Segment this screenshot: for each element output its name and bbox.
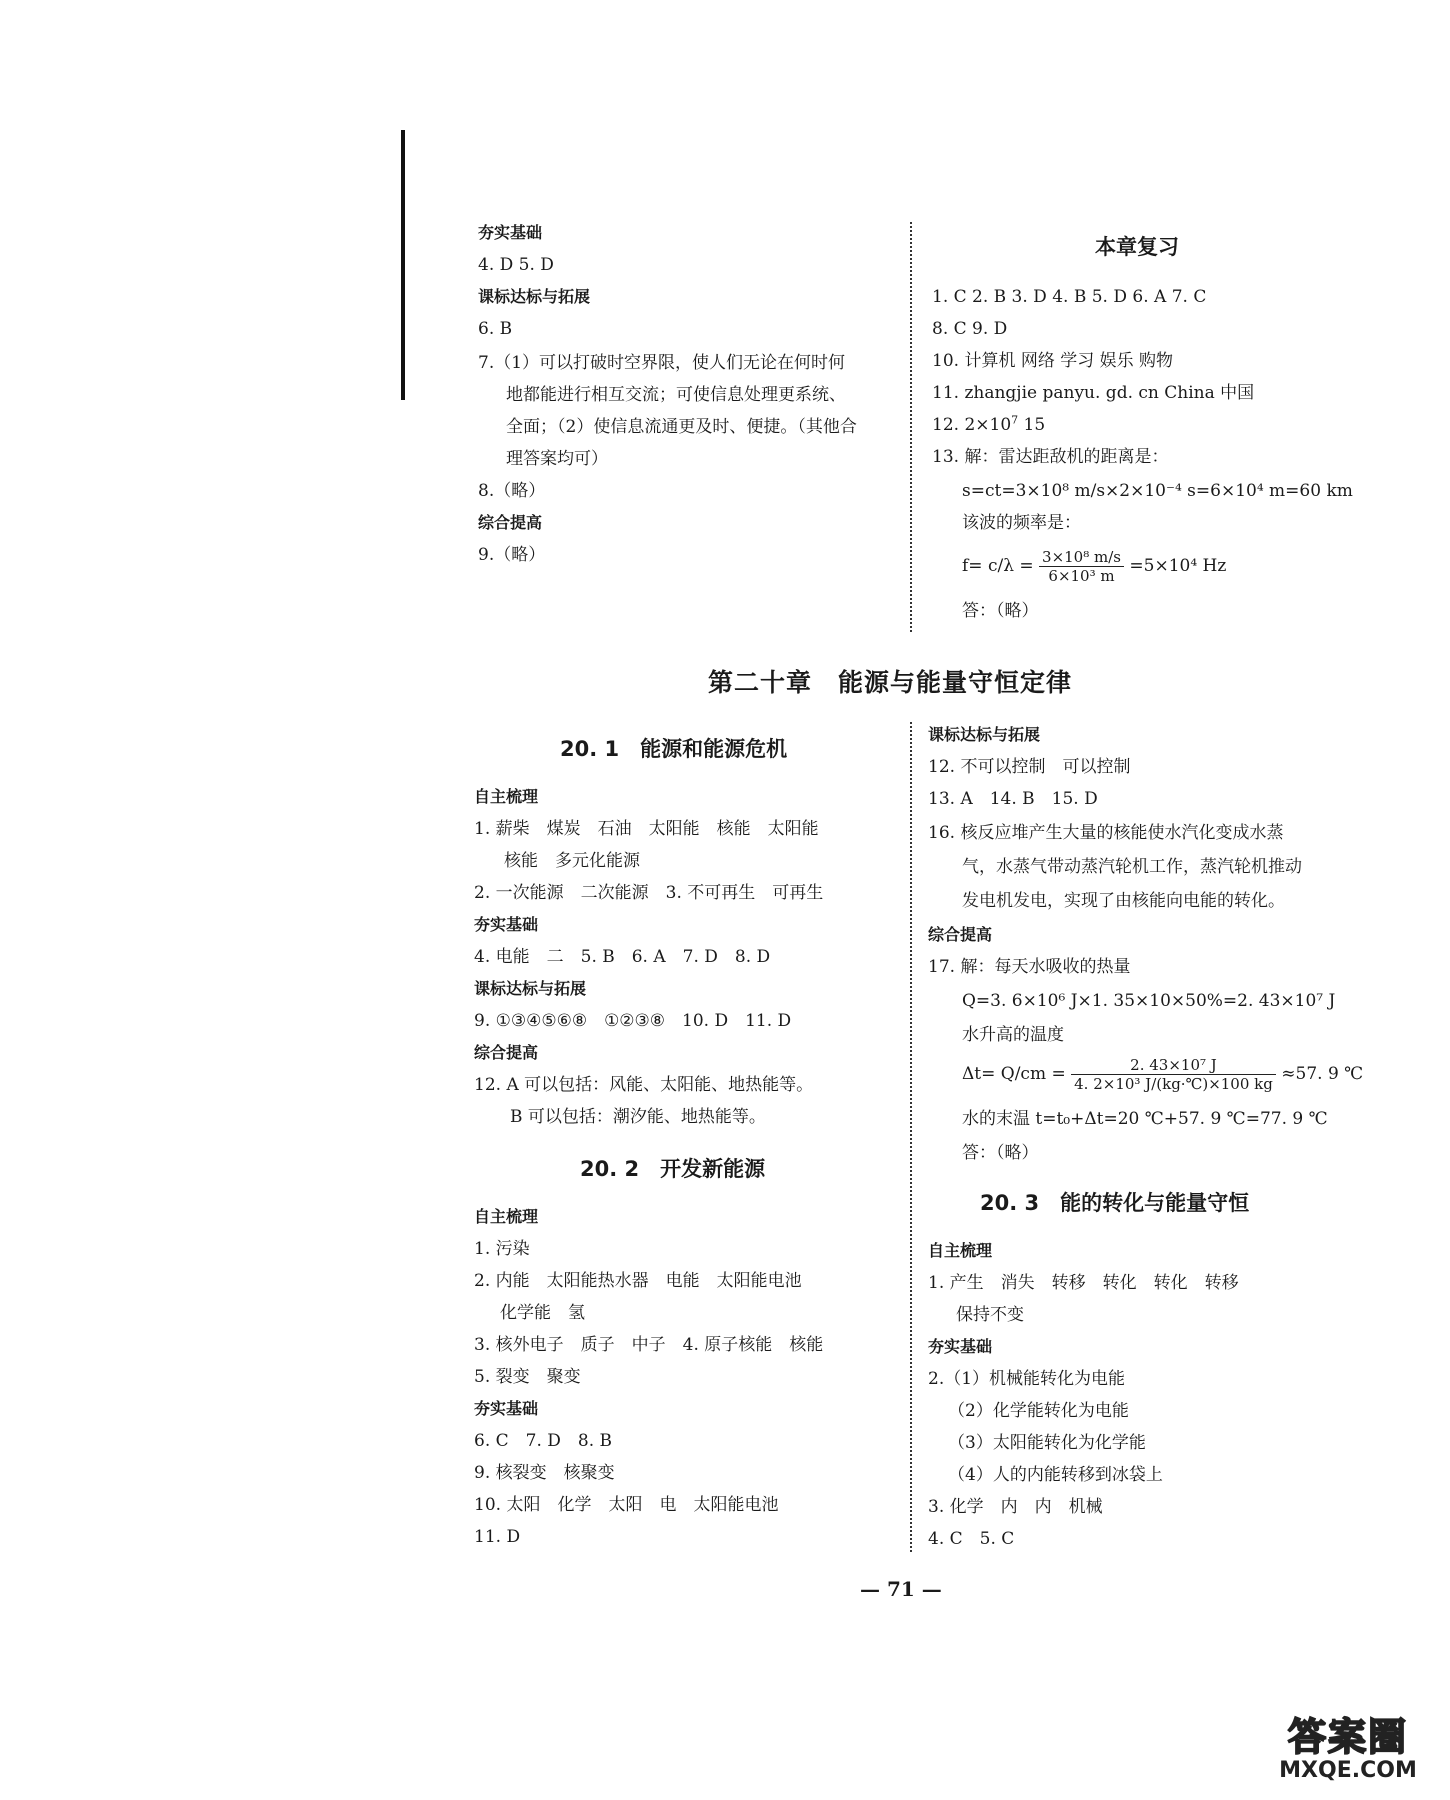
answer-line: 2. 内能 太阳能热水器 电能 太阳能电池 [474, 1271, 802, 1291]
heading-zonghe: 综合提高 [478, 513, 543, 532]
answer-line: 12. A 可以包括：风能、太阳能、地热能等。 [474, 1075, 814, 1095]
answer-line: 1. 污染 [474, 1239, 530, 1259]
answer-line: 13. 解：雷达距敌机的距离是： [932, 447, 1169, 467]
heading-zizhu: 自主梳理 [928, 1241, 993, 1260]
denominator: 6×10³ m [1048, 567, 1115, 585]
answer-line: 11. D [474, 1527, 521, 1547]
fraction [1039, 548, 1124, 585]
answer-line: 地都能进行相互交流；可使信息处理更系统、 [506, 385, 846, 405]
answer-line: 3. 核外电子 质子 中子 4. 原子核能 核能 [474, 1335, 824, 1355]
section-title-20-1: 20. 1 能源和能源危机 [560, 737, 788, 761]
page-number: — 71 — [860, 1577, 942, 1601]
answer-line: 8.（略） [478, 481, 546, 501]
answer-line: 5. 裂变 聚变 [474, 1367, 581, 1387]
exponent: 7 [1011, 413, 1019, 427]
answer-line: 6. C 7. D 8. B [474, 1431, 613, 1451]
answer-line: 6. B [478, 319, 513, 339]
formula-text: ≈57. 9 ℃ [1281, 1064, 1364, 1084]
heading-zizhu: 自主梳理 [474, 1207, 539, 1226]
answer-line: 9.（略） [478, 545, 546, 565]
column-divider-top [910, 222, 912, 632]
heading-hangshi: 夯实基础 [928, 1337, 993, 1356]
section-title-20-2: 20. 2 开发新能源 [580, 1157, 766, 1181]
formula-fraction-line [962, 546, 1226, 586]
heading-zizhu: 自主梳理 [474, 787, 539, 806]
section-title-20-3: 20. 3 能的转化与能量守恒 [980, 1191, 1250, 1215]
heading-hangshi: 夯实基础 [474, 915, 539, 934]
answer-line: 保持不变 [956, 1305, 1024, 1325]
numerator: 2. 43×10⁷ J [1071, 1056, 1276, 1075]
heading-kebiao: 课标达标与拓展 [474, 979, 587, 998]
answer-line: 气，水蒸气带动蒸汽轮机工作，蒸汽轮机推动 [962, 857, 1302, 877]
answer-line: 7.（1）可以打破时空界限，使人们无论在何时何 [478, 353, 846, 373]
answer-line: 1. C 2. B 3. D 4. B 5. D 6. A 7. C [932, 287, 1207, 307]
answer-line: 10. 计算机 网络 学习 娱乐 购物 [932, 351, 1174, 371]
answer-line: 1. 产生 消失 转移 转化 转化 转移 [928, 1273, 1239, 1293]
answer-line: 发电机发电，实现了由核能向电能的转化。 [962, 891, 1285, 911]
answer-line [932, 414, 1045, 436]
answer-line: 1. 薪柴 煤炭 石油 太阳能 核能 太阳能 [474, 819, 819, 839]
answer-line: 答：（略） [962, 1143, 1039, 1163]
answer-line: 理答案均可） [506, 449, 608, 469]
answer-line: 全面；（2）使信息流通更及时、便捷。（其他合 [506, 417, 857, 437]
column-divider-bottom [910, 722, 912, 1552]
heading-kebiao: 课标达标与拓展 [928, 725, 1041, 744]
heading-zonghe: 综合提高 [474, 1043, 539, 1062]
margin-bar [401, 130, 405, 400]
denominator: 4. 2×10³ J/(kg·℃)×100 kg [1074, 1075, 1273, 1093]
watermark-bottom-text: MXQE.COM [1279, 1758, 1417, 1783]
answer-line: 9. 核裂变 核聚变 [474, 1463, 615, 1483]
answer-line: 13. A 14. B 15. D [928, 789, 1098, 809]
answer-line: 8. C 9. D [932, 319, 1008, 339]
watermark-top-text: 答案圈 [1287, 1715, 1408, 1759]
section-title-review: 本章复习 [1095, 235, 1179, 259]
formula-line: s=ct=3×10⁸ m/s×2×10⁻⁴ s=6×10⁴ m=60 km [962, 481, 1353, 501]
answer-line: 答：（略） [962, 601, 1039, 621]
answer-line: 水升高的温度 [962, 1025, 1064, 1045]
answer-line: 核能 多元化能源 [504, 851, 640, 871]
answer-text: 15 [1018, 415, 1046, 435]
answer-line: 化学能 氢 [500, 1303, 585, 1323]
answer-line: 12. 不可以控制 可以控制 [928, 757, 1131, 777]
answer-line: 16. 核反应堆产生大量的核能使水汽化变成水蒸 [928, 823, 1284, 843]
numerator: 3×10⁸ m/s [1039, 548, 1124, 567]
answer-line: 4. 电能 二 5. B 6. A 7. D 8. D [474, 947, 771, 967]
heading-zonghe: 综合提高 [928, 925, 993, 944]
answer-line: 该波的频率是： [962, 513, 1081, 533]
answer-line: B 可以包括：潮汐能、地热能等。 [510, 1107, 766, 1127]
heading-kebiao: 课标达标与拓展 [478, 287, 591, 306]
answer-line: 2.（1）机械能转化为电能 [928, 1369, 1126, 1389]
answer-line: 3. 化学 内 内 机械 [928, 1497, 1103, 1517]
answer-text: 12. 2×10 [932, 415, 1012, 435]
answer-line: （4）人的内能转移到冰袋上 [948, 1465, 1163, 1485]
answer-line: 9. ①③④⑤⑥⑧ ①②③⑧ 10. D 11. D [474, 1011, 792, 1031]
answer-line: 4. C 5. C [928, 1529, 1015, 1549]
answer-line: （3）太阳能转化为化学能 [948, 1433, 1146, 1453]
answer-line: 4. D 5. D [478, 255, 554, 275]
heading-hangshi: 夯实基础 [474, 1399, 539, 1418]
formula-line: Q=3. 6×10⁶ J×1. 35×10×50%=2. 43×10⁷ J [962, 991, 1336, 1011]
formula-text: Δt= Q/cm = [962, 1064, 1066, 1084]
formula-fraction-line [962, 1054, 1363, 1094]
formula-line: 水的末温 t=t₀+Δt=20 ℃+57. 9 ℃=77. 9 ℃ [962, 1109, 1328, 1129]
heading-hangshi: 夯实基础 [478, 223, 543, 242]
answer-line: 10. 太阳 化学 太阳 电 太阳能电池 [474, 1495, 779, 1515]
answer-line: 2. 一次能源 二次能源 3. 不可再生 可再生 [474, 883, 824, 903]
formula-text: f= c/λ = [962, 556, 1034, 576]
answer-line: 11. zhangjie panyu. gd. cn China 中国 [932, 383, 1255, 403]
watermark-logo [1268, 1715, 1428, 1795]
chapter-title: 第二十章 能源与能量守恒定律 [708, 668, 1073, 697]
answer-line: 17. 解：每天水吸收的热量 [928, 957, 1131, 977]
answer-line: （2）化学能转化为电能 [948, 1401, 1129, 1421]
fraction [1071, 1056, 1276, 1093]
formula-text: =5×10⁴ Hz [1129, 556, 1227, 576]
